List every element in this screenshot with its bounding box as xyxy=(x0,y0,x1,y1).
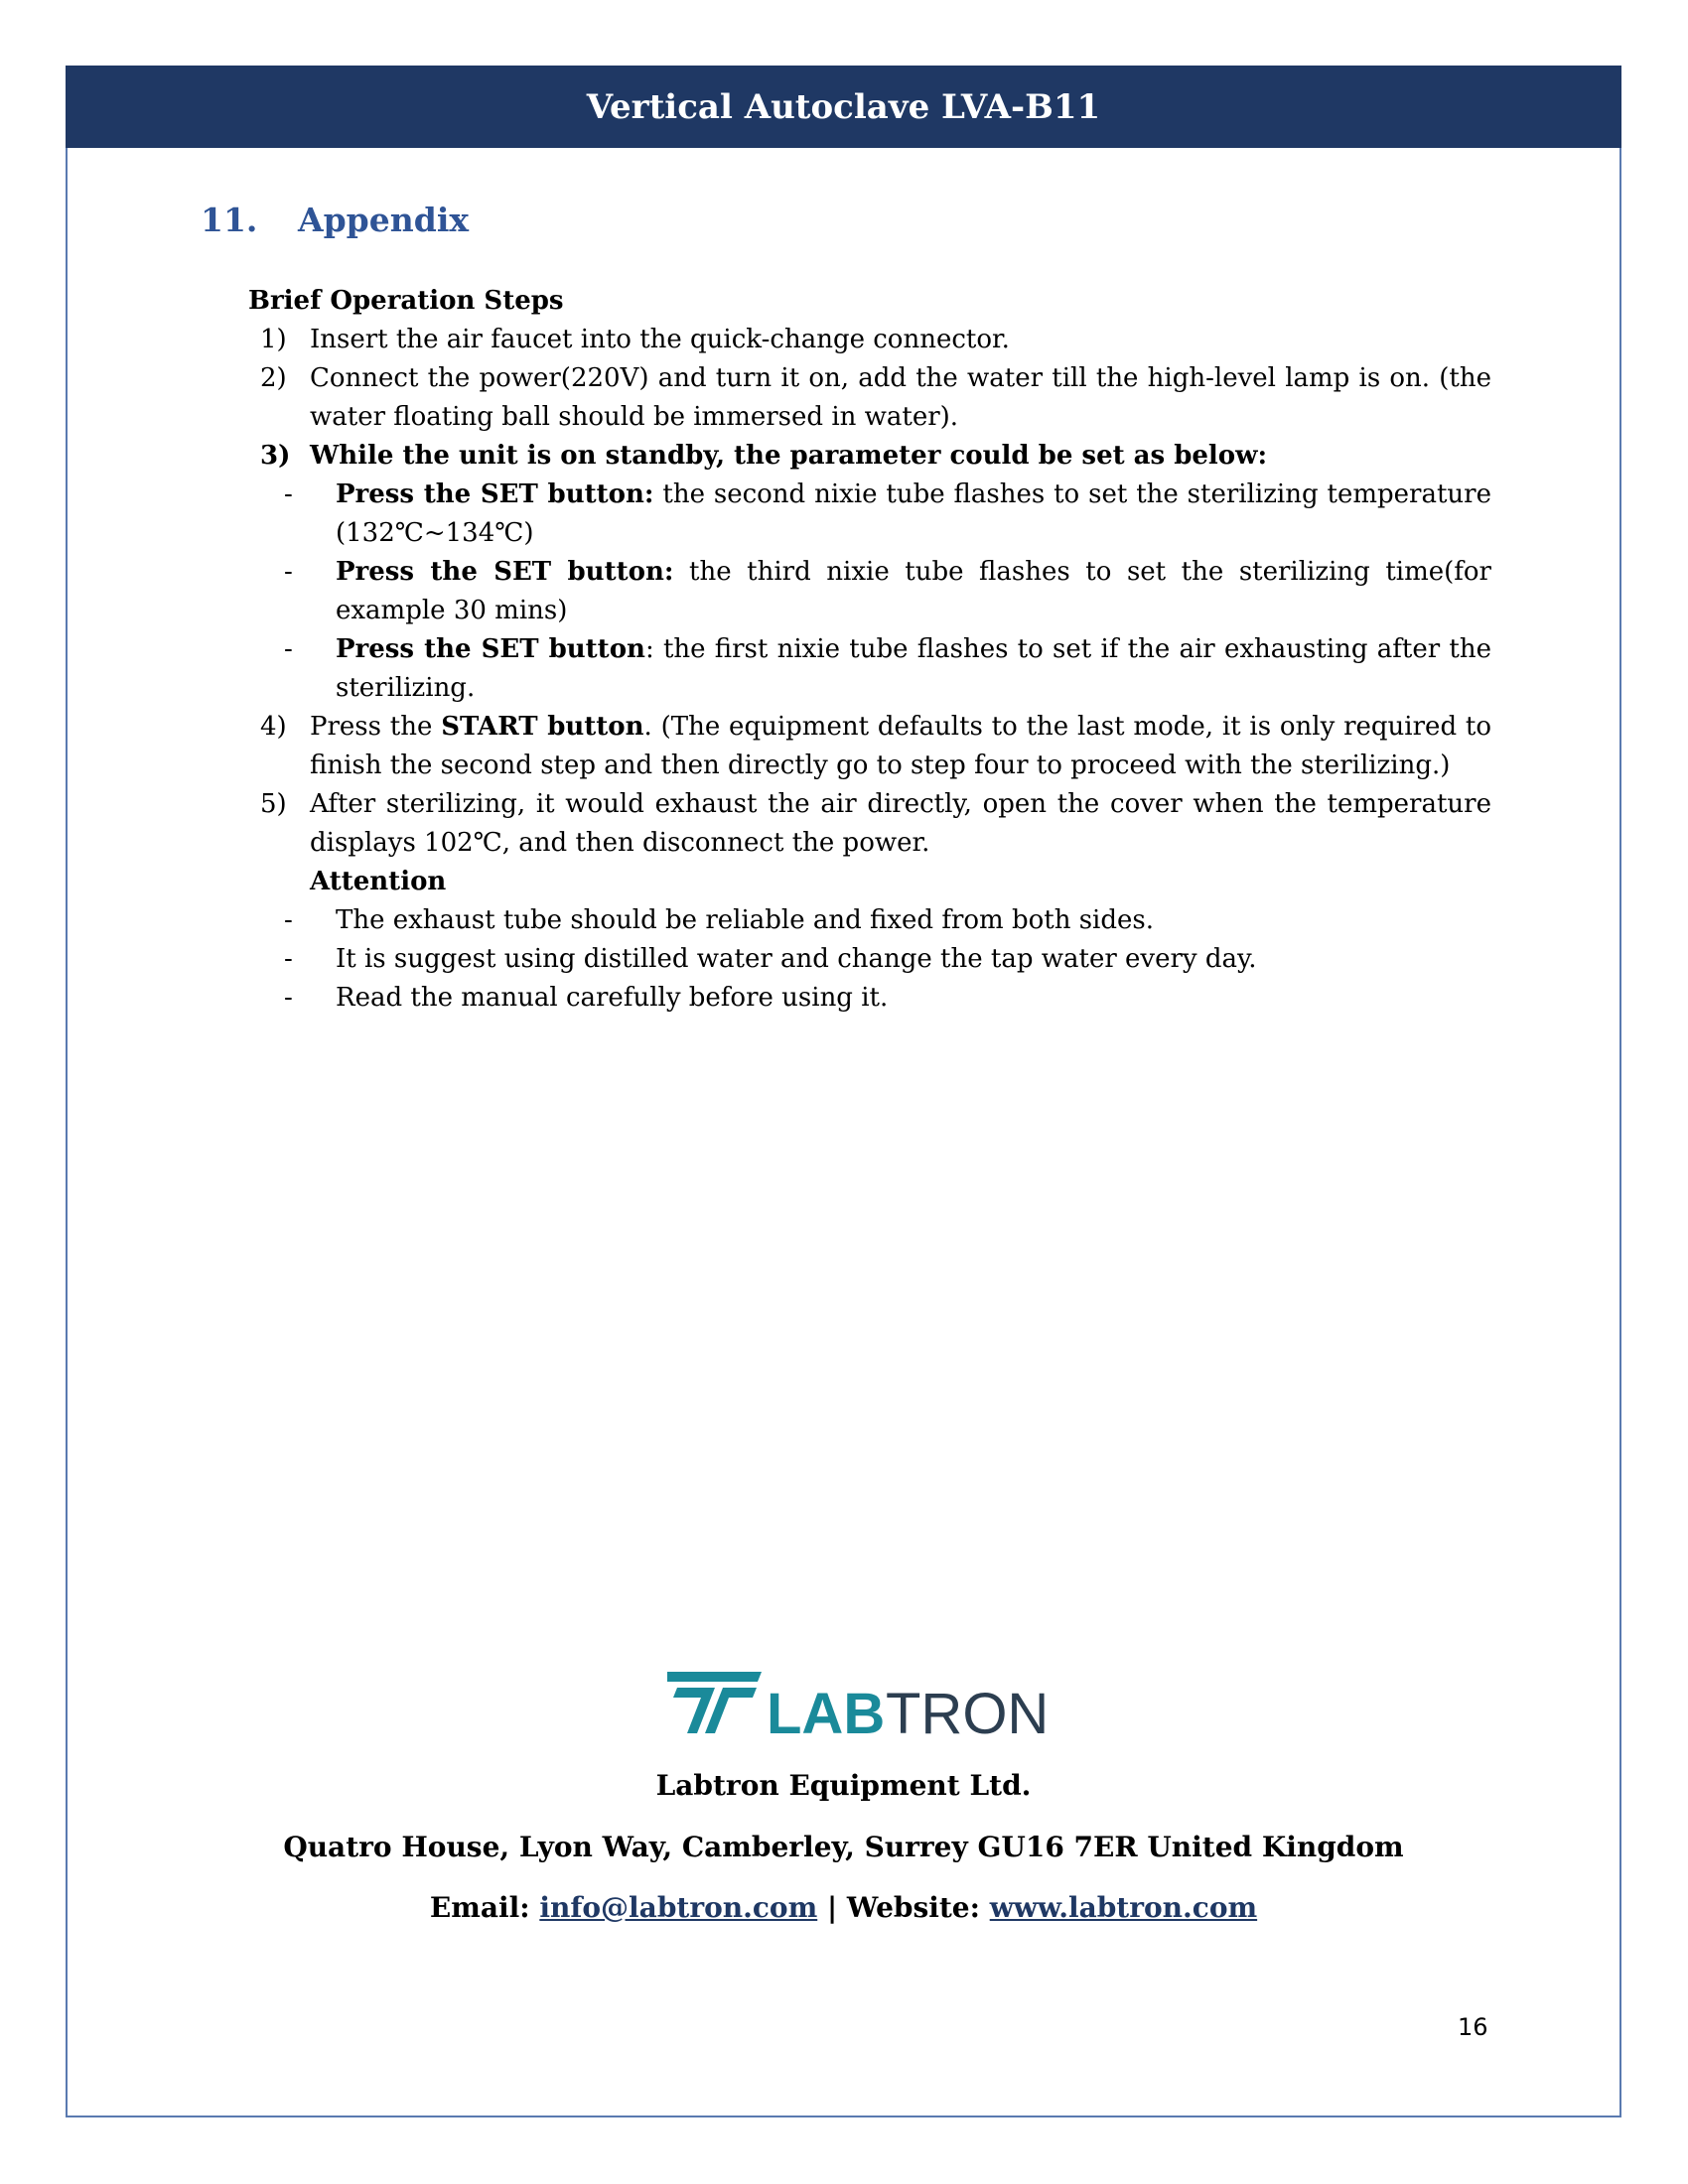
substep-text xyxy=(336,630,1491,708)
step-item xyxy=(248,359,1491,437)
step-text: After sterilizing, it would exhaust the air directly, open the cover when the temperature displays 102℃, and then disconnect the power. xyxy=(310,789,1491,858)
substep-bold: Press the SET button: xyxy=(336,557,674,587)
bullet-dash: - xyxy=(284,983,293,1013)
substep-detail: the third nixie tube flashes to set the sterilizing time(for example 30 mins) xyxy=(336,557,1491,625)
attention-text: The exhaust tube should be reliable and fixed from both sides. xyxy=(336,905,1155,935)
step-item xyxy=(248,708,1491,785)
contact-line xyxy=(66,1891,1621,1924)
step-text xyxy=(310,708,1491,785)
attention-item xyxy=(248,901,1491,940)
step-marker: 1) xyxy=(260,325,287,354)
step-text-post: . (The equipment defaults to the last mode, it is only required to finish the second step and then directly go to step four to proceed with the sterilizing.) xyxy=(310,712,1491,780)
contact-separator: | xyxy=(817,1891,847,1924)
labtron-logo-mark xyxy=(667,1672,1050,1746)
company-address: Quatro House, Lyon Way, Camberley, Surrey GU16 7ER United Kingdom xyxy=(283,1831,1404,1863)
substep-detail: : the first nixie tube flashes to set if the air exhausting after the sterilizing. xyxy=(336,634,1491,703)
substep-bold: Press the SET button: xyxy=(336,479,654,509)
attention-text: It is suggest using distilled water and change the tap water every day. xyxy=(336,944,1257,974)
step-item xyxy=(248,785,1491,863)
bullet-dash: - xyxy=(284,634,293,664)
step-marker: 5) xyxy=(260,789,287,819)
website-link[interactable]: www.labtron.com xyxy=(989,1891,1258,1924)
substep-detail: the second nixie tube flashes to set the sterilizing temperature (132℃~134℃) xyxy=(336,479,1491,548)
step-marker: 4) xyxy=(260,712,287,742)
labtron-logo xyxy=(667,1672,1050,1746)
header-bar xyxy=(66,66,1621,148)
step-text: Connect the power(220V) and turn it on, add the water till the high-level lamp is on. (the water floating ball should be immersed in water). xyxy=(310,363,1491,432)
substep-bold: Press the SET button xyxy=(336,634,645,664)
bullet-dash: - xyxy=(284,944,293,974)
step-text-pre: Press the xyxy=(310,712,442,742)
page-number: 16 xyxy=(1458,2013,1488,2041)
appendix-content xyxy=(248,282,1491,1018)
step-item xyxy=(248,437,1491,476)
start-button-label: START button xyxy=(441,712,644,742)
attention-item xyxy=(248,979,1491,1018)
section-title: Appendix xyxy=(298,201,470,239)
document-title: Vertical Autoclave LVA-B11 xyxy=(586,86,1101,127)
attention-text: Read the manual carefully before using it. xyxy=(336,983,889,1013)
step-marker: 3) xyxy=(260,441,291,471)
attention-item xyxy=(248,940,1491,979)
step-text: Insert the air faucet into the quick-change connector. xyxy=(310,325,1010,354)
email-label: Email: xyxy=(429,1891,540,1924)
bullet-dash: - xyxy=(284,905,293,935)
logo-text-lab: LAB xyxy=(767,1682,886,1746)
attention-heading: Attention xyxy=(310,867,447,896)
operation-steps xyxy=(248,321,1491,863)
substep-item xyxy=(248,476,1491,553)
substep-text xyxy=(336,476,1491,553)
section-number: 11. xyxy=(201,201,258,239)
website-label: Website: xyxy=(846,1891,990,1924)
step-marker: 2) xyxy=(260,363,287,393)
substep-item xyxy=(248,553,1491,630)
section-heading xyxy=(201,201,469,239)
bullet-dash: - xyxy=(284,479,293,509)
bullet-dash: - xyxy=(284,557,293,587)
company-name: Labtron Equipment Ltd. xyxy=(655,1769,1032,1802)
step-item xyxy=(248,321,1491,359)
logo-text-tron: TRON xyxy=(886,1682,1050,1746)
step-text: While the unit is on standby, the parameter could be set as below: xyxy=(310,441,1268,471)
brief-steps-heading: Brief Operation Steps xyxy=(248,286,564,316)
substep-text xyxy=(336,553,1491,630)
substep-item xyxy=(248,630,1491,708)
email-link[interactable]: info@labtron.com xyxy=(539,1891,818,1924)
